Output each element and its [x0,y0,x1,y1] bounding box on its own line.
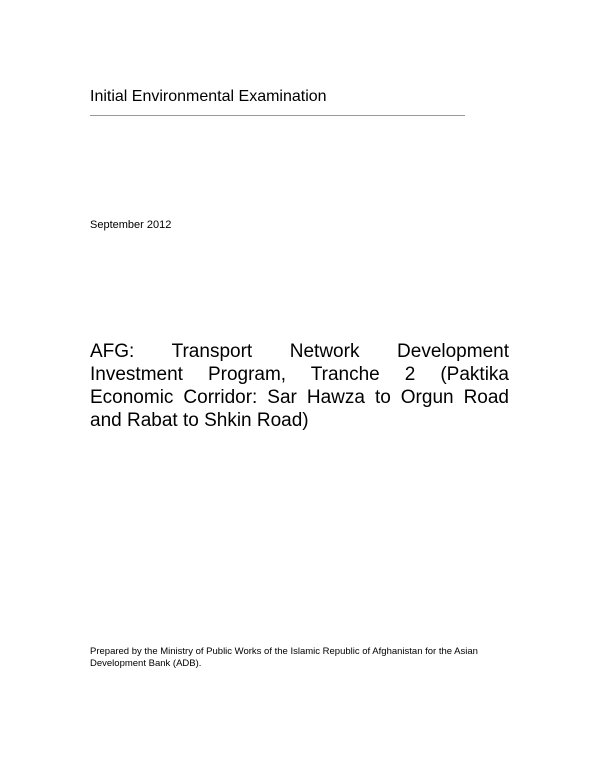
prepared-by-statement: Prepared by the Ministry of Public Works of the Islamic Republic of Afghanistan for the Asian Development Bank (ADB). [90,646,478,669]
document-type-heading: Initial Environmental Examination [90,88,327,105]
publication-date: September 2012 [90,219,172,231]
document-title: AFG: Transport Network Development Investment Program, Tranche 2 (Paktika Economic Corridor: Sar Hawza to Orgun Road and Rabat to Shkin Road) [90,341,509,431]
heading-divider [90,115,465,116]
